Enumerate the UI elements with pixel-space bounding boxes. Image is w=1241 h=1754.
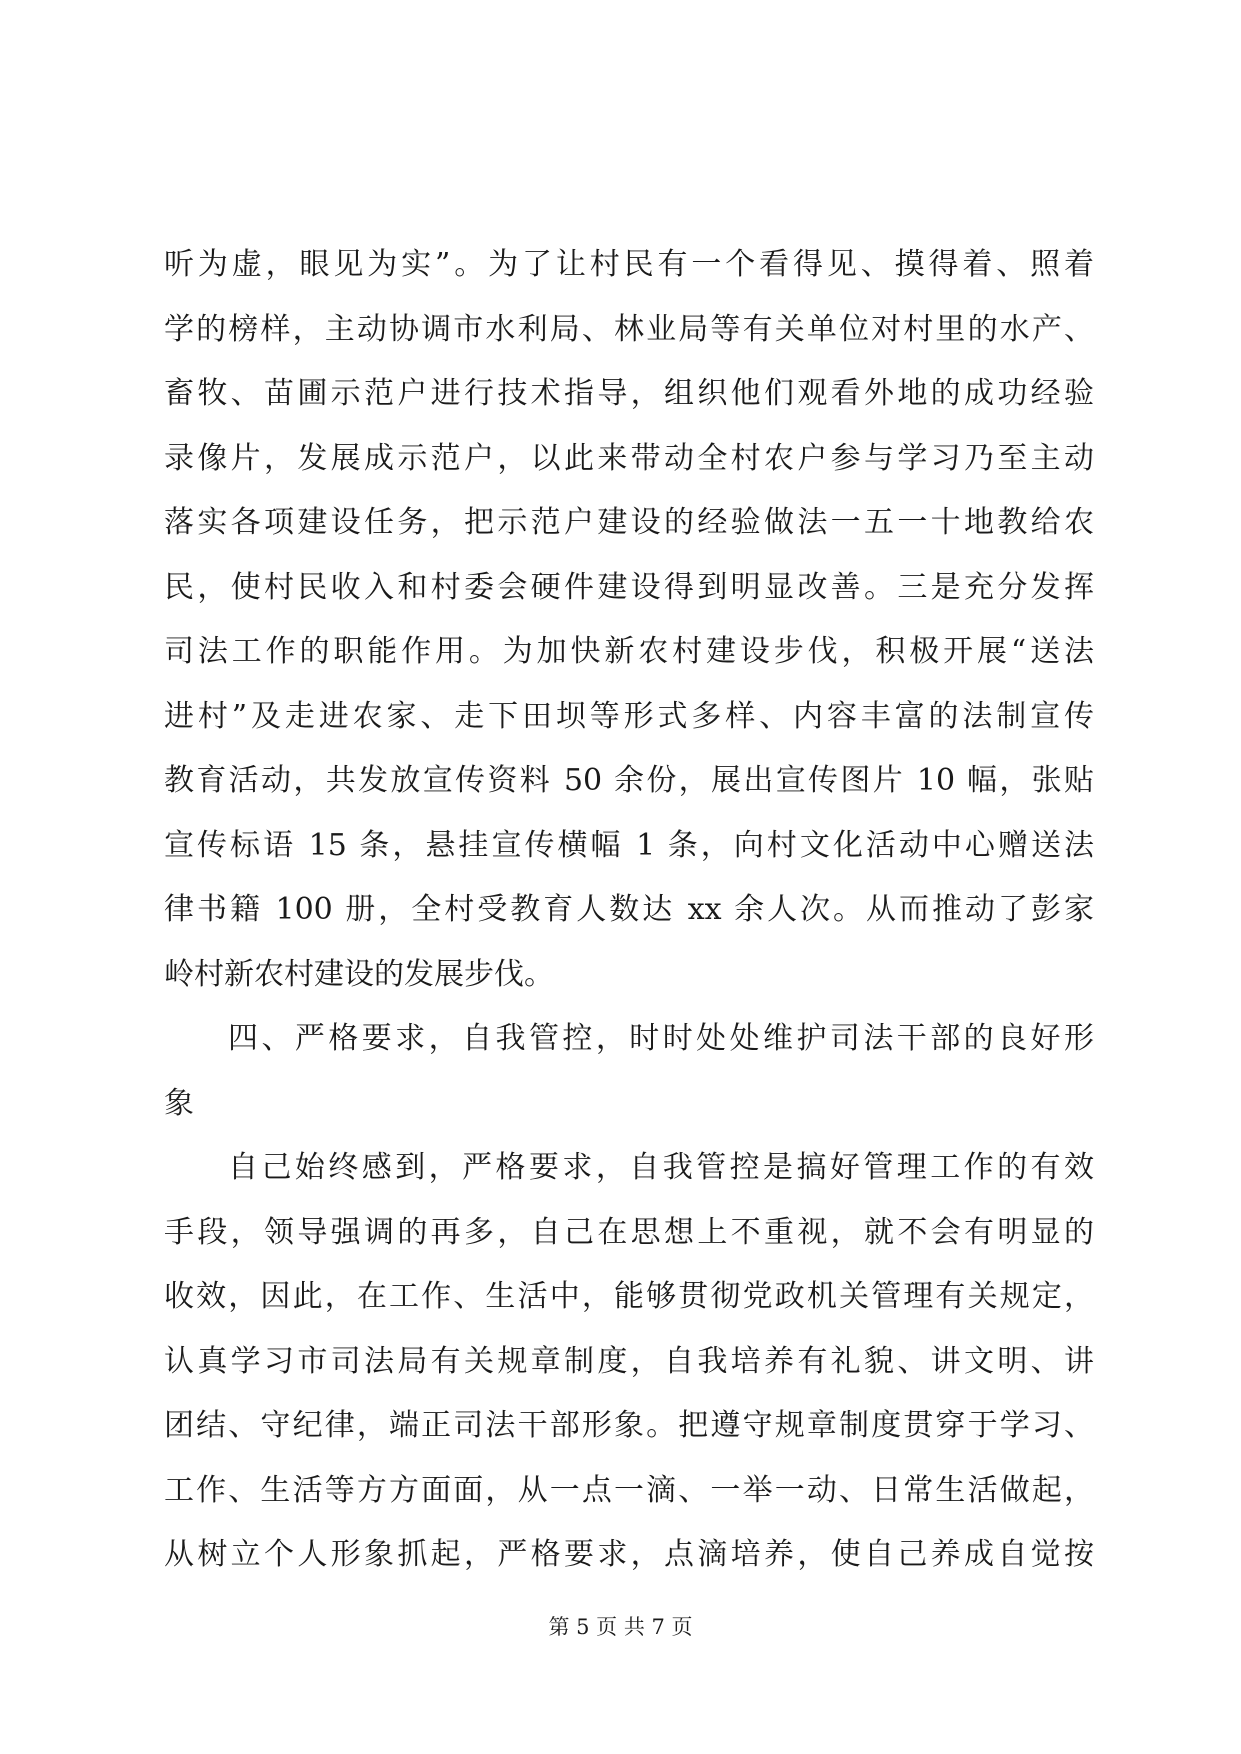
text-line: 从树立个人形象抓起，严格要求，点滴培养，使自己养成自觉按 — [164, 1537, 1094, 1572]
page-number-footer: 第 5 页 共 7 页 — [548, 1615, 693, 1639]
text-line: 司法工作的职能作用。为加快新农村建设步伐，积极开展“送法 — [164, 634, 1094, 669]
document-body — [164, 233, 1094, 1588]
text-line: 手段，领导强调的再多，自己在思想上不重视，就不会有明显的 — [164, 1214, 1094, 1250]
text-line: 听为虚，眼见为实”。为了让村民有一个看得见、摸得着、照着 — [164, 247, 1094, 282]
text-line: 岭村新农村建设的发展步伐。 — [164, 956, 554, 992]
text-line: 畜牧、苗圃示范户进行技术指导，组织他们观看外地的成功经验 — [164, 376, 1094, 411]
text-line: 落实各项建设任务，把示范户建设的经验做法一五一十地教给农 — [164, 505, 1094, 540]
text-line: 宣传标语 15 条，悬挂宣传横幅 1 条，向村文化活动中心赠送法 — [164, 827, 1094, 863]
text-line: 民，使村民收入和村委会硬件建设得到明显改善。三是充分发挥 — [164, 569, 1094, 605]
text-line: 收效，因此，在工作、生活中，能够贯彻党政机关管理有关规定， — [164, 1279, 1094, 1314]
text-line: 律书籍 100 册，全村受教育人数达 xx 余人次。从而推动了彭家 — [164, 892, 1094, 927]
text-line: 录像片，发展成示范户，以此来带动全村农户参与学习乃至主动 — [164, 440, 1094, 476]
text-line: 团结、守纪律，端正司法干部形象。把遵守规章制度贯穿于学习、 — [164, 1408, 1094, 1443]
section-heading-line: 象 — [164, 1085, 194, 1121]
text-line: 自己始终感到，严格要求，自我管控是搞好管理工作的有效 — [228, 1150, 1094, 1185]
text-line: 进村”及走进农家、走下田坝等形式多样、内容丰富的法制宣传 — [164, 698, 1094, 734]
text-line: 工作、生活等方方面面，从一点一滴、一举一动、日常生活做起， — [164, 1472, 1094, 1508]
text-line: 教育活动，共发放宣传资料 50 余份，展出宣传图片 10 幅，张贴 — [164, 763, 1094, 798]
text-line: 认真学习市司法局有关规章制度，自我培养有礼貌、讲文明、讲 — [164, 1343, 1094, 1379]
text-line: 学的榜样，主动协调市水利局、林业局等有关单位对村里的水产、 — [164, 311, 1094, 347]
section-heading-line: 四、严格要求，自我管控，时时处处维护司法干部的良好形 — [228, 1021, 1094, 1056]
